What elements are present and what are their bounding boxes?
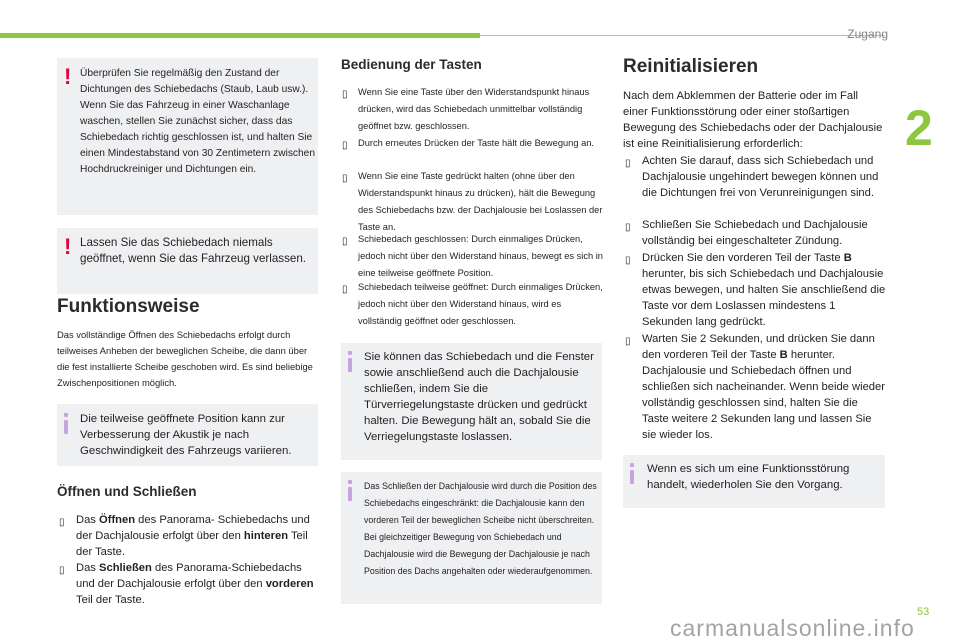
- page-number: 53: [917, 606, 930, 618]
- watermark: carmanualsonline.info: [670, 615, 915, 641]
- info-text: Sie können das Schiebedach und die Fenster sowie anschließend auch die Dachjalousie schließen, indem Sie die Türverriegelungstaste drücken und gedrückt halten. Die Bewegung hält an, sobald Sie die Verriegelungstaste loslassen.: [364, 351, 594, 443]
- bullet-icon: ▯: [342, 173, 348, 184]
- list-item: Schiebedach teilweise geöffnet: Durch einmaliges Drücken, jedoch nicht über den Widerstand hinaus, wird es vollständig geöffnet oder geschlossen.: [358, 282, 603, 326]
- bullet-icon: ▯: [625, 158, 631, 169]
- bullet-icon: ▯: [59, 565, 65, 576]
- info-icon: [348, 358, 352, 372]
- warning-icon: !: [64, 64, 72, 89]
- header-accent-bar: [0, 33, 480, 38]
- paragraph-reinit-intro: Nach dem Abklemmen der Batterie oder im Fall einer Funktionsstörung oder einer stoßartigen Bewegung des Schiebedachs oder der Dachjalousie ist eine Reinitialisierung erforderlich:: [623, 90, 883, 150]
- list-item: Warten Sie 2 Sekunden, und drücken Sie dann den vorderen Teil der Taste B herunter. Dachjalousie und Schiebedach öffnen und schließen sich nacheinander. Wenn beide wieder vollständig geschlossen sind, halten Sie die Taste weitere 2 Sekunden lang und lassen Sie sie wieder los.: [642, 333, 885, 441]
- heading-bedienung: Bedienung der Tasten: [341, 57, 482, 72]
- info-icon: [64, 420, 68, 434]
- list-item: Drücken Sie den vorderen Teil der Taste B herunter, bis sich Schiebedach und Dachjalousie etwas bewegen, und halten Sie anschließend die Taste vor dem Loslassen mindestens 1 Sekunden lang gedrückt.: [642, 252, 886, 328]
- bullet-icon: ▯: [342, 89, 348, 100]
- list-item: Schiebedach geschlossen: Durch einmaliges Drücken, jedoch nicht über den Widerstand hinaus, bewegt es sich in eine teilweise geöffnete Position.: [358, 234, 603, 278]
- bullet-icon: ▯: [59, 517, 65, 528]
- list-item: Durch erneutes Drücken der Taste hält die Bewegung an.: [358, 138, 595, 148]
- warning-icon: !: [64, 234, 72, 259]
- info-icon: [348, 480, 352, 484]
- chapter-number: 2: [905, 100, 933, 156]
- info-text: Das Schließen der Dachjalousie wird durch die Position des Schiebedachs eingeschränkt: die Dachjalousie kann den vorderen Teil der beweglichen Scheibe nicht überschreiten. Bei gleichzeitiger Bewegung von Schiebedach und Dachjalousie wird die Bewegung der Dachjalousie je nach Position des Dachs angehalten oder wiederaufgenommen.: [364, 481, 597, 576]
- warning-text: Überprüfen Sie regelmäßig den Zustand der Dichtungen des Schiebedachs (Staub, Laub usw.). Wenn Sie das Fahrzeug in einer Waschanlage waschen, stellen Sie zunächst sicher, dass das Schiebedach richtig geschlossen ist, und halten Sie einen Mindestabstand von 30 Zentimetern zwischen Hochdruckreiniger und Dichtungen ein.: [80, 68, 316, 175]
- bullet-icon: ▯: [342, 236, 348, 247]
- info-text: Wenn es sich um eine Funktionsstörung handelt, wiederholen Sie den Vorgang.: [647, 463, 850, 491]
- list-item: Das Öffnen des Panorama- Schiebedachs und der Dachjalousie erfolgt über den hinteren Teil der Taste.: [76, 514, 310, 558]
- info-icon: [630, 463, 634, 467]
- warning-text: Lassen Sie das Schiebedach niemals geöffnet, wenn Sie das Fahrzeug verlassen.: [80, 236, 307, 265]
- bullet-icon: ▯: [342, 284, 348, 295]
- bullet-icon: ▯: [342, 140, 348, 151]
- info-text: Die teilweise geöffnete Position kann zur Verbesserung der Akustik je nach Geschwindigkeit des Fahrzeugs variieren.: [80, 413, 292, 457]
- paragraph-funktionsweise: Das vollständige Öffnen des Schiebedachs erfolgt durch teilweises Anheben der beweglichen Scheibe, die dann über die fest installierte Scheibe geschoben wird. Es sind beliebige Zwischenpositionen möglich.: [57, 329, 313, 388]
- heading-oeffnen-schliessen: Öffnen und Schließen: [57, 484, 197, 499]
- list-item: Wenn Sie eine Taste über den Widerstandspunkt hinaus drücken, wird das Schiebedach unmittelbar vollständig geöffnet bzw. geschlossen.: [358, 87, 590, 131]
- info-icon: [348, 351, 352, 355]
- info-icon: [348, 487, 352, 501]
- heading-funktionsweise: Funktionsweise: [57, 296, 200, 317]
- bullet-icon: ▯: [625, 255, 631, 266]
- bullet-icon: ▯: [625, 222, 631, 233]
- section-title: Zugang: [847, 27, 888, 41]
- heading-reinitialisieren: Reinitialisieren: [623, 56, 759, 77]
- list-item: Achten Sie darauf, dass sich Schiebedach und Dachjalousie ungehindert bewegen können und die Dichtungen frei von Verunreinigungen sind.: [642, 155, 879, 199]
- header-rule: [480, 35, 885, 36]
- list-item: Schließen Sie Schiebedach und Dachjalousie vollständig bei eingeschalteter Zündung.: [642, 219, 868, 247]
- bullet-icon: ▯: [625, 336, 631, 347]
- list-item: Wenn Sie eine Taste gedrückt halten (ohne über den Widerstandspunkt hinaus zu drücken), hält die Bewegung des Schiebedachs bzw. der Dachjalousie bei Loslassen der Taste an.: [358, 171, 603, 232]
- list-item: Das Schließen des Panorama-Schiebedachs und der Dachjalousie erfolgt über den vorderen Teil der Taste.: [76, 562, 314, 606]
- info-icon: [630, 470, 634, 484]
- info-icon: [64, 413, 68, 417]
